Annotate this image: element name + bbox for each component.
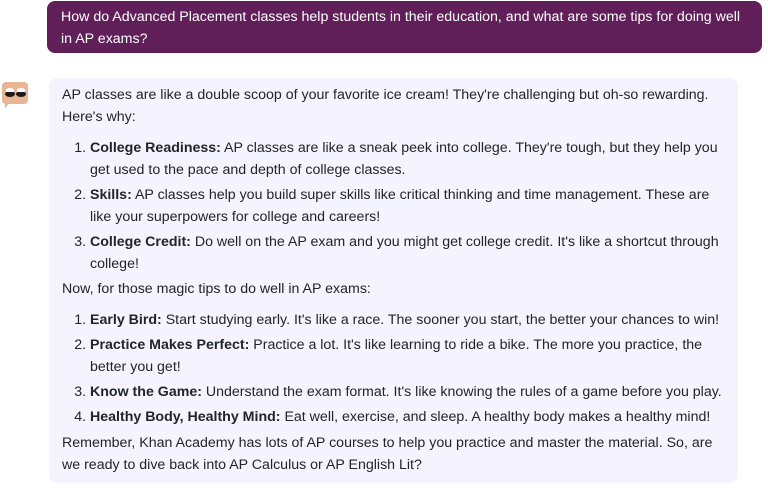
user-message-text: How do Advanced Placement classes help students in their education, and what are some tips for doing well in AP exams? xyxy=(61,9,741,47)
tip-text: Practice a lot. It's like learning to ride a bike. The more you practice, the better you get! xyxy=(90,337,703,375)
tip-item xyxy=(90,381,726,403)
tip-title: Healthy Body, Healthy Mind: xyxy=(90,409,281,425)
tip-title: Early Bird: xyxy=(90,312,162,328)
tip-item xyxy=(90,309,726,331)
khanmigo-avatar-icon xyxy=(2,82,28,104)
tip-text: Start studying early. It's like a race. The sooner you start, the better your chances to win! xyxy=(161,312,720,328)
benefit-title: College Credit: xyxy=(90,234,191,250)
assistant-outro-text: Remember, Khan Academy has lots of AP courses to help you practice and master the material. So, are we ready to dive back into AP Calculus or AP English Lit? xyxy=(62,435,713,473)
tip-text: Eat well, exercise, and sleep. A healthy body makes a healthy mind! xyxy=(280,409,711,425)
tip-item xyxy=(90,406,726,428)
tip-title: Know the Game: xyxy=(90,384,202,400)
tips-list xyxy=(62,309,726,428)
benefit-title: Skills: xyxy=(90,187,132,203)
benefit-item xyxy=(90,184,726,228)
avatar-left-eye-icon xyxy=(5,91,15,97)
benefit-title: College Readiness: xyxy=(90,140,221,156)
tip-text: Understand the exam format. It's like knowing the rules of a game before you play. xyxy=(201,384,722,400)
assistant-message-bubble xyxy=(49,78,738,483)
benefit-item xyxy=(90,231,726,275)
user-message-bubble xyxy=(47,1,762,53)
tip-title: Practice Makes Perfect: xyxy=(90,337,250,353)
benefits-list xyxy=(62,137,726,275)
benefit-text: AP classes help you build super skills like critical thinking and time management. These are like your superpowers for college and careers! xyxy=(90,187,710,225)
benefit-text: AP classes are like a sneak peek into college. They're tough, but they help you get used to the pace and depth of college classes. xyxy=(90,140,718,178)
benefit-text: Do well on the AP exam and you might get college credit. It's like a shortcut through college! xyxy=(90,234,719,272)
assistant-tips-intro-text: Now, for those magic tips to do well in AP exams: xyxy=(62,281,371,297)
tip-item xyxy=(90,334,726,378)
assistant-intro-text: AP classes are like a double scoop of your favorite ice cream! They're challenging but oh-so rewarding. Here's why: xyxy=(62,87,709,125)
benefit-item xyxy=(90,137,726,181)
avatar-right-eye-icon xyxy=(16,91,26,97)
